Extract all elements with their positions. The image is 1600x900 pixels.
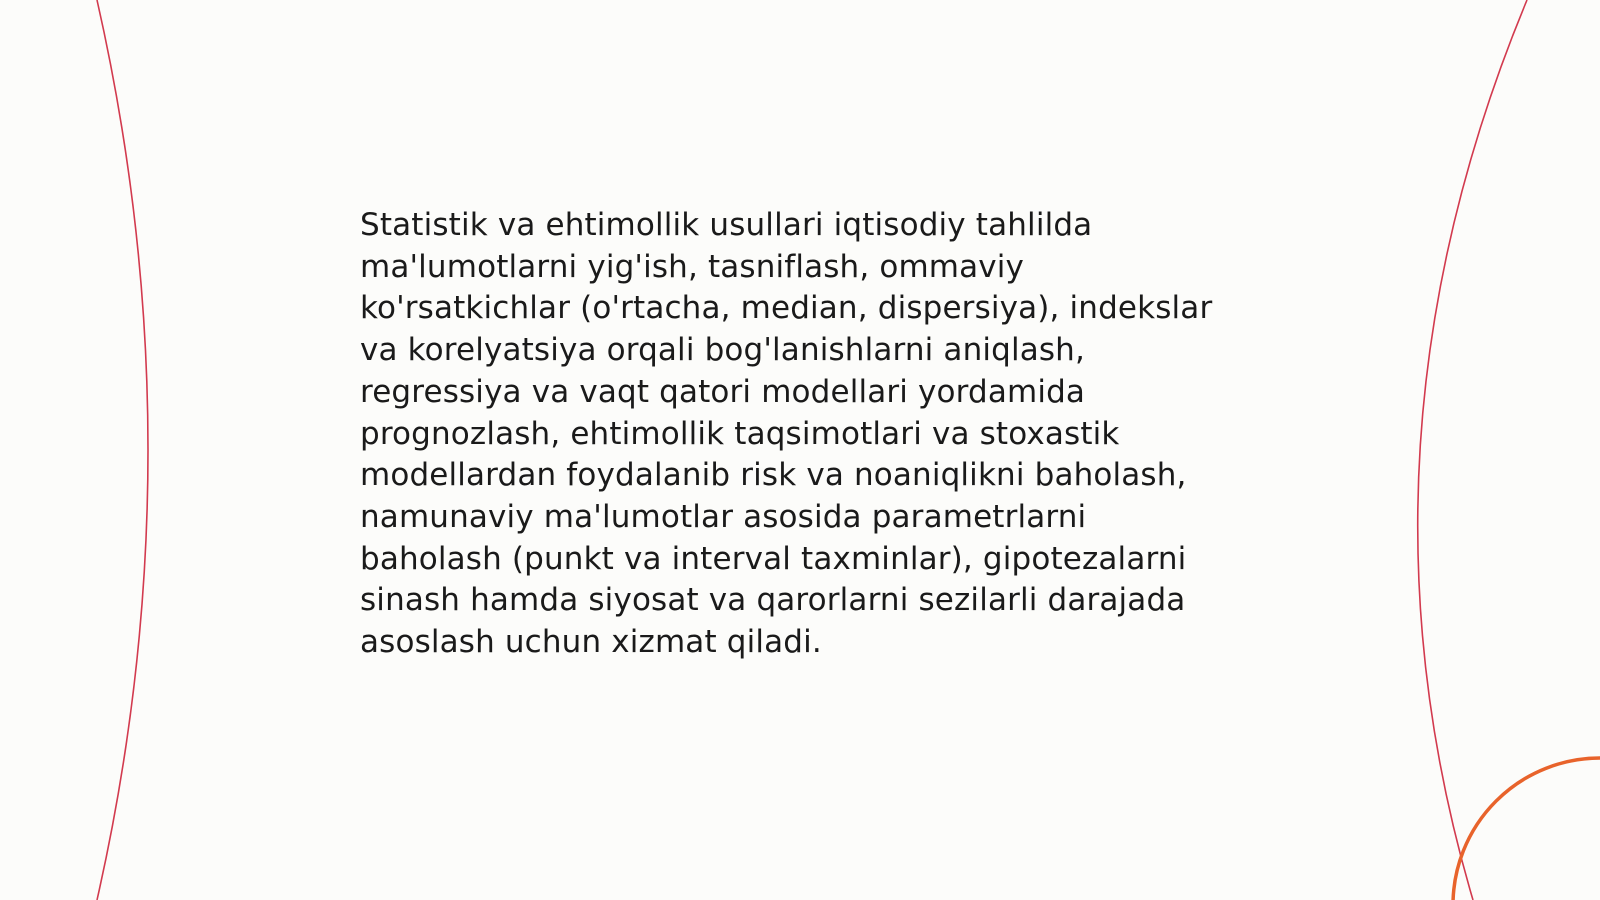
body-line: asoslash uchun xizmat qiladi. xyxy=(360,624,822,661)
body-line: baholash (punkt va interval taxminlar), gipotezalarni xyxy=(360,540,1187,577)
body-line: regressiya va vaqt qatori modellari yordamida xyxy=(360,373,1086,410)
body-line: namunaviy ma'lumotlar asosida parametrlarni xyxy=(360,498,1087,535)
orange-arc xyxy=(1453,758,1600,900)
body-line: sinash hamda siyosat va qarorlarni sezilarli darajada xyxy=(360,582,1186,619)
right-curve-line xyxy=(1418,0,1527,900)
body-line: ma'lumotlarni yig'ish, tasniflash, ommaviy xyxy=(360,248,1025,285)
body-line: modellardan foydalanib risk va noaniqlikni baholash, xyxy=(360,457,1187,494)
body-line: prognozlash, ehtimollik taqsimotlari va stoxastik xyxy=(360,415,1120,452)
left-curve-line xyxy=(97,0,148,900)
body-paragraph xyxy=(360,205,1240,664)
body-line: Statistik va ehtimollik usullari iqtisodiy tahlilda xyxy=(360,207,1093,243)
body-line: va korelyatsiya orqali bog'lanishlarni aniqlash, xyxy=(360,332,1085,369)
body-line: ko'rsatkichlar (o'rtacha, median, dispersiya), indekslar xyxy=(360,290,1213,327)
